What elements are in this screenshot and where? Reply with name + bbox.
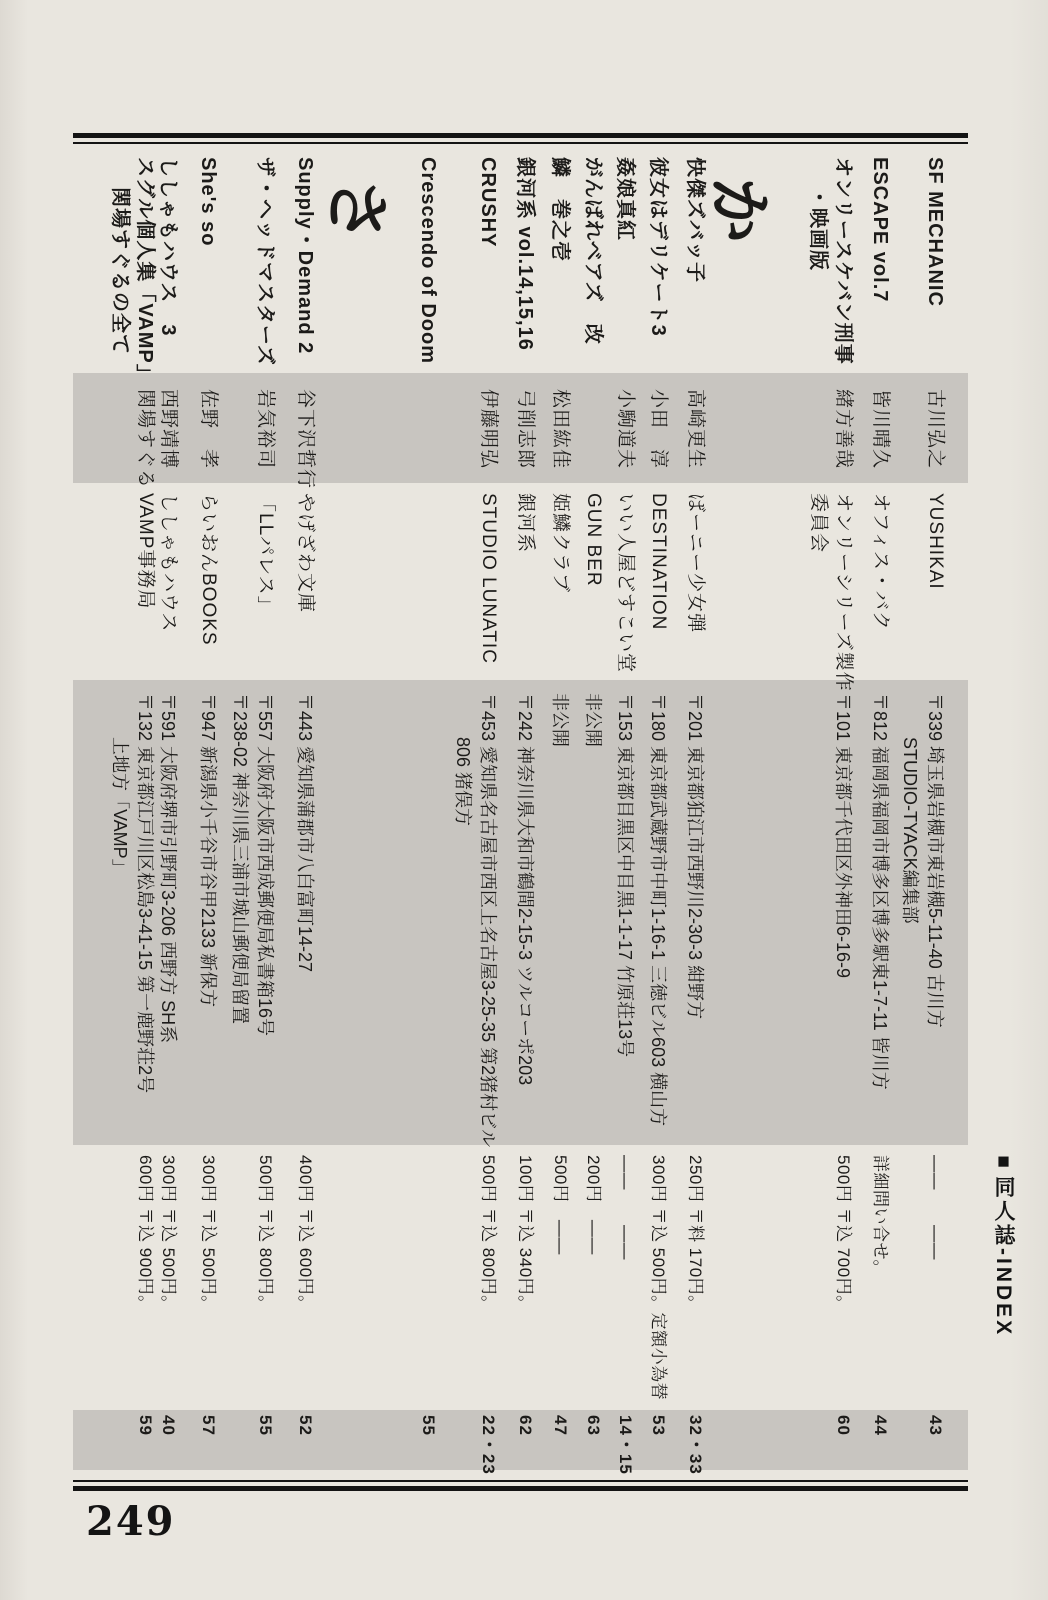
entry-address: 〒591 大阪府堺市引野町3-206 西野方 SH系 xyxy=(158,693,178,1044)
entry-price: 300円 〒込 500円。 xyxy=(199,1155,218,1313)
entry-circle-line2: 委員会 xyxy=(808,493,829,554)
entry-address-line2: 806 猪俣方 xyxy=(453,737,473,827)
entry-author: 高崎更生 xyxy=(685,389,706,470)
entry-page-ref: 52 xyxy=(296,1415,315,1436)
entry-price: 500円 〒込 800円。 xyxy=(479,1155,498,1313)
entry-address: 〒453 愛知県名古屋市西区上名古屋3-25-35 第2猪村ビル xyxy=(478,693,498,1148)
table-row xyxy=(684,133,706,1493)
entry-address: 〒201 東京都狛江市西野川2-30-3 紺野方 xyxy=(685,693,705,1020)
entry-circle: GUN BER xyxy=(583,493,604,587)
entry-page-ref: 57 xyxy=(199,1415,218,1436)
entry-page-ref: 59 xyxy=(136,1415,155,1436)
entry-price: 400円 〒込 600円。 xyxy=(296,1155,315,1313)
entry-address: 非公開 xyxy=(583,693,603,747)
entry-price: 500円 〒込 800円。 xyxy=(256,1155,275,1313)
entry-circle: 姫鱗クラブ xyxy=(550,493,571,594)
entry-page-ref: 63 xyxy=(584,1415,603,1436)
entry-price: 500円 〒込 700円。 xyxy=(834,1155,853,1313)
entry-page-ref: 55 xyxy=(256,1415,275,1436)
entry-author: 小田 淳 xyxy=(648,389,669,470)
entry-title: SF MECHANIC xyxy=(924,157,946,307)
entry-title: オンリースケバン刑事 xyxy=(832,157,854,365)
entry-author: 古川弘之 xyxy=(925,389,946,470)
entry-page-ref: 53 xyxy=(649,1415,668,1436)
entry-title: Supply・Demand 2 xyxy=(294,157,316,355)
entry-address: 〒180 東京都武蔵野市中町1-16-1 三徳ビル603 横山方 xyxy=(648,693,668,1127)
entry-page-ref: 22・23 xyxy=(479,1415,498,1475)
table-row xyxy=(549,133,571,1493)
entry-page-ref: 55 xyxy=(419,1415,438,1436)
entry-title: CRUSHY xyxy=(477,157,499,248)
table-row xyxy=(614,133,636,1493)
entry-title: 快傑ズバッ子 xyxy=(684,157,706,283)
entry-author: 弓削志郎 xyxy=(515,389,536,470)
page-number: 249 xyxy=(86,1498,176,1545)
entry-circle: YUSHIKAI xyxy=(925,493,946,590)
entry-page-ref: 32・33 xyxy=(686,1415,705,1475)
entry-title: 姦娘真紅 xyxy=(614,157,636,241)
entry-author: 岩気裕司 xyxy=(255,389,276,470)
entry-circle: STUDIO LUNATIC xyxy=(478,493,499,664)
entry-address: 非公開 xyxy=(550,693,570,747)
entry-title: 鱗 巻之壱 xyxy=(549,157,571,262)
entry-author: 佐野 孝 xyxy=(198,389,219,470)
entry-page-ref: 43 xyxy=(926,1415,945,1436)
entry-page-ref: 44 xyxy=(871,1415,890,1436)
entry-price: 300円 〒込 500円。定額小為替 xyxy=(649,1155,668,1401)
table-row xyxy=(417,133,439,1493)
table-row xyxy=(197,133,219,1493)
entry-author: 皆川晴久 xyxy=(870,389,891,470)
entry-price: 100円 〒込 340円。 xyxy=(516,1155,535,1313)
entry-address-line2: 上地方「VAMP」 xyxy=(110,737,130,877)
section-header-sa: さ xyxy=(320,177,394,243)
entry-circle: オフィス・バク xyxy=(870,493,891,631)
entry-author: 谷下沢哲行 xyxy=(295,389,316,490)
entry-price: 詳細問い合せ。 xyxy=(871,1155,890,1277)
table-row xyxy=(453,133,499,1493)
entry-address: 〒443 愛知県蒲郡市八白富町14-27 xyxy=(295,693,315,973)
entry-circle: 「LLパレス」 xyxy=(255,493,276,616)
entry-address: 〒153 東京都目黒区中目黒1-1-17 竹原荘13号 xyxy=(615,693,635,1058)
entry-page-ref: 47 xyxy=(551,1415,570,1436)
entry-title: ししゃもハウス 3 xyxy=(157,157,179,337)
table-row xyxy=(514,133,536,1493)
entry-title: Crescendo of Doom xyxy=(417,157,439,365)
entry-price: —— —— xyxy=(616,1155,635,1260)
entry-circle: オンリーシリーズ製作 xyxy=(833,493,854,692)
entry-circle: やげざわ文庫 xyxy=(295,493,316,614)
table-row xyxy=(230,133,276,1493)
table-row xyxy=(647,133,669,1493)
entry-page-ref: 14・15 xyxy=(616,1415,635,1475)
entry-address-line2: 〒238-02 神奈川県三浦市城山郵便局留置 xyxy=(230,693,250,1025)
entry-price: 600円 〒込 900円。 xyxy=(136,1155,155,1313)
entry-title: 彼女はデリケート3 xyxy=(647,157,669,337)
entry-author: 西野靖博 xyxy=(158,389,179,470)
entry-title-line2: ・映画版 xyxy=(807,187,829,271)
entry-title: She's so xyxy=(197,157,219,247)
entry-price: —— —— xyxy=(926,1155,945,1260)
table-row xyxy=(294,133,316,1493)
entry-page-ref: 40 xyxy=(159,1415,178,1436)
entry-page-ref: 62 xyxy=(516,1415,535,1436)
entry-page-ref: 60 xyxy=(834,1415,853,1436)
entry-address: 〒101 東京都千代田区外神田6-16-9 xyxy=(833,693,853,979)
table-row xyxy=(157,133,179,1493)
entry-address: 〒947 新潟県小千谷市谷甲2133 新保方 xyxy=(198,693,218,1008)
entry-author: 伊藤明弘 xyxy=(478,389,499,470)
entry-author: 松田紘佳 xyxy=(550,389,571,470)
entry-circle: ばーニー少女弾 xyxy=(685,493,706,634)
entry-circle: いい人屋どすこい堂 xyxy=(615,493,636,674)
rotated-index-table xyxy=(73,133,968,1493)
table-row xyxy=(869,133,891,1493)
section-header-ka: か xyxy=(702,177,776,243)
entry-price: 250円 〒料 170円。 xyxy=(686,1155,705,1313)
entry-address-line2: STUDIO-TYACK編集部 xyxy=(900,737,920,924)
entry-title: スグル個人集「VAMP」 xyxy=(134,157,156,385)
table-row xyxy=(807,133,854,1493)
entry-circle: 銀河系 xyxy=(515,493,536,554)
entry-circle: らいおんBOOKS xyxy=(198,493,219,646)
entry-author: 関場すぐる xyxy=(135,389,156,490)
entry-address: 〒557 大阪府大阪市西成郵便局私書箱16号 xyxy=(255,693,275,1037)
entry-title: 銀河系 vol.14,15,16 xyxy=(514,157,536,351)
entry-author: 小駒道夫 xyxy=(615,389,636,470)
table-row xyxy=(900,133,946,1493)
entry-title: がんばれベアズ 改 xyxy=(582,157,604,345)
entry-author: 緒方善哉 xyxy=(833,389,854,470)
entry-price: 500円 —— xyxy=(551,1155,570,1255)
entry-address: 〒242 神奈川県大和市鶴間2-15-3 ツルコーポ203 xyxy=(515,693,535,1086)
entry-circle: DESTINATION xyxy=(648,493,669,631)
entry-title: ザ・ヘッドマスターズ xyxy=(254,157,276,366)
entry-circle: ししゃもハウス xyxy=(158,493,179,633)
table-row xyxy=(109,133,156,1493)
entry-price: 200円 —— xyxy=(584,1155,603,1255)
entry-address: 〒339 埼玉県岩槻市東岩槻5-11-40 古川方 xyxy=(925,693,945,1028)
entry-title: ESCAPE vol.7 xyxy=(869,157,891,303)
side-label-doujinshi-index: ■同人誌-INDEX xyxy=(992,1150,1015,1338)
entry-address: 〒132 東京都江戸川区松島3-41-15 第一鹿野荘2号 xyxy=(135,693,155,1094)
entry-circle: VAMP事務局 xyxy=(135,493,156,610)
entry-price: 300円 〒込 500円。 xyxy=(159,1155,178,1313)
entry-address: 〒812 福岡県福岡市博多区博多駅東1-7-11 皆川方 xyxy=(870,693,890,1090)
entry-title-line2: 関場すぐるの全て xyxy=(109,187,131,355)
table-row xyxy=(582,133,604,1493)
